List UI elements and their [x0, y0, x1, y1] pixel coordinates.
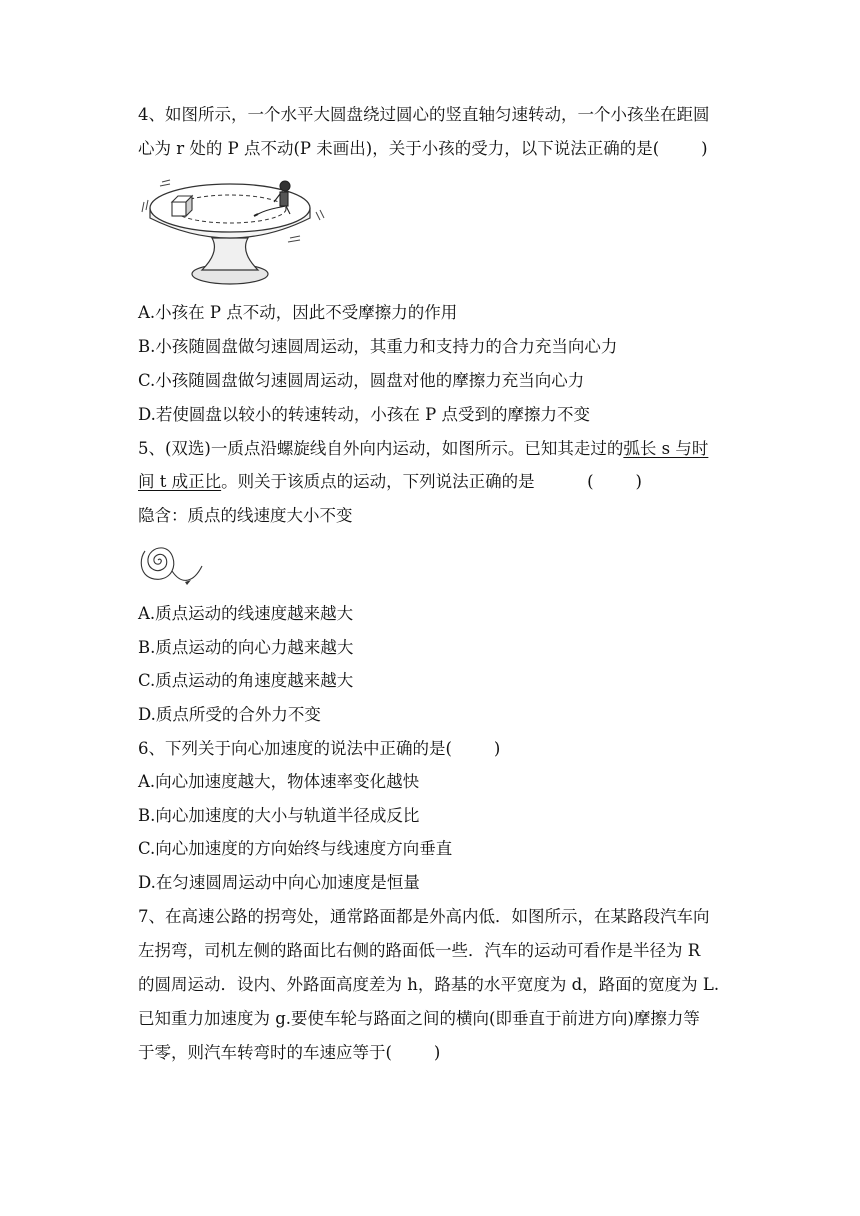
q5-stem-line-1: [138, 438, 708, 460]
q5-underlined-time: 间 t 成正比: [138, 472, 222, 491]
q7-stem-line-1: 7、在高速公路的拐弯处，通常路面都是外高内低．如图所示，在某路段汽车向: [138, 907, 710, 926]
q4-stem-line-1: 4、如图所示，一个水平大圆盘绕过圆心的竖直轴匀速转动，一个小孩坐在距圆: [138, 105, 710, 124]
q5-underlined-arc-length: 弧长 s 与时: [623, 439, 709, 458]
q4-option-a: A.小孩在 P 点不动，因此不受摩擦力的作用: [138, 303, 458, 322]
q7-stem-line-5: 于零，则汽车转弯时的车速应等于( ): [138, 1043, 441, 1062]
rotating-disc-figure: [140, 172, 330, 290]
q5-stem-line-2: [138, 471, 642, 493]
q4-option-c: C.小孩随圆盘做匀速圆周运动，圆盘对他的摩擦力充当向心力: [138, 371, 585, 390]
q6-option-a: A.向心加速度越大，物体速率变化越快: [138, 772, 420, 791]
q5-option-d: D.质点所受的合外力不变: [138, 705, 321, 724]
q5-hint: 隐含：质点的线速度大小不变: [138, 506, 353, 525]
q5-option-a: A.质点运动的线速度越来越大: [138, 604, 354, 623]
q7-stem-line-4: 已知重力加速度为 g.要使车轮与路面之间的横向(即垂直于前进方向)摩擦力等: [138, 1009, 700, 1028]
q7-stem-line-2: 左拐弯，司机左侧的路面比右侧的路面低一些．汽车的运动可看作是半径为 R: [138, 941, 701, 960]
q5-stem-text: 5、(双选)一质点沿螺旋线自外向内运动，如图所示。已知其走过的: [138, 439, 624, 458]
q6-option-d: D.在匀速圆周运动中向心加速度是恒量: [138, 873, 420, 892]
q4-option-b: B.小孩随圆盘做匀速圆周运动，其重力和支持力的合力充当向心力: [138, 337, 618, 356]
q5-option-b: B.质点运动的向心力越来越大: [138, 638, 354, 657]
q6-stem: 6、下列关于向心加速度的说法中正确的是( ): [138, 739, 501, 758]
q4-stem-line-2: 心为 r 处的 P 点不动(P 未画出)，关于小孩的受力，以下说法正确的是( ): [138, 139, 708, 158]
q7-stem-line-3: 的圆周运动．设内、外路面高度差为 h，路基的水平宽度为 d，路面的宽度为 L.: [138, 975, 720, 994]
spiral-figure: [138, 538, 208, 592]
q6-option-b: B.向心加速度的大小与轨道半径成反比: [138, 806, 420, 825]
q5-option-c: C.质点运动的角速度越来越大: [138, 671, 354, 690]
q5-stem-text-2: 。则关于该质点的运动，下列说法正确的是 ( ): [221, 472, 642, 491]
q6-option-c: C.向心加速度的方向始终与线速度方向垂直: [138, 839, 453, 858]
q4-option-d: D.若使圆盘以较小的转速转动，小孩在 P 点受到的摩擦力不变: [138, 405, 590, 424]
